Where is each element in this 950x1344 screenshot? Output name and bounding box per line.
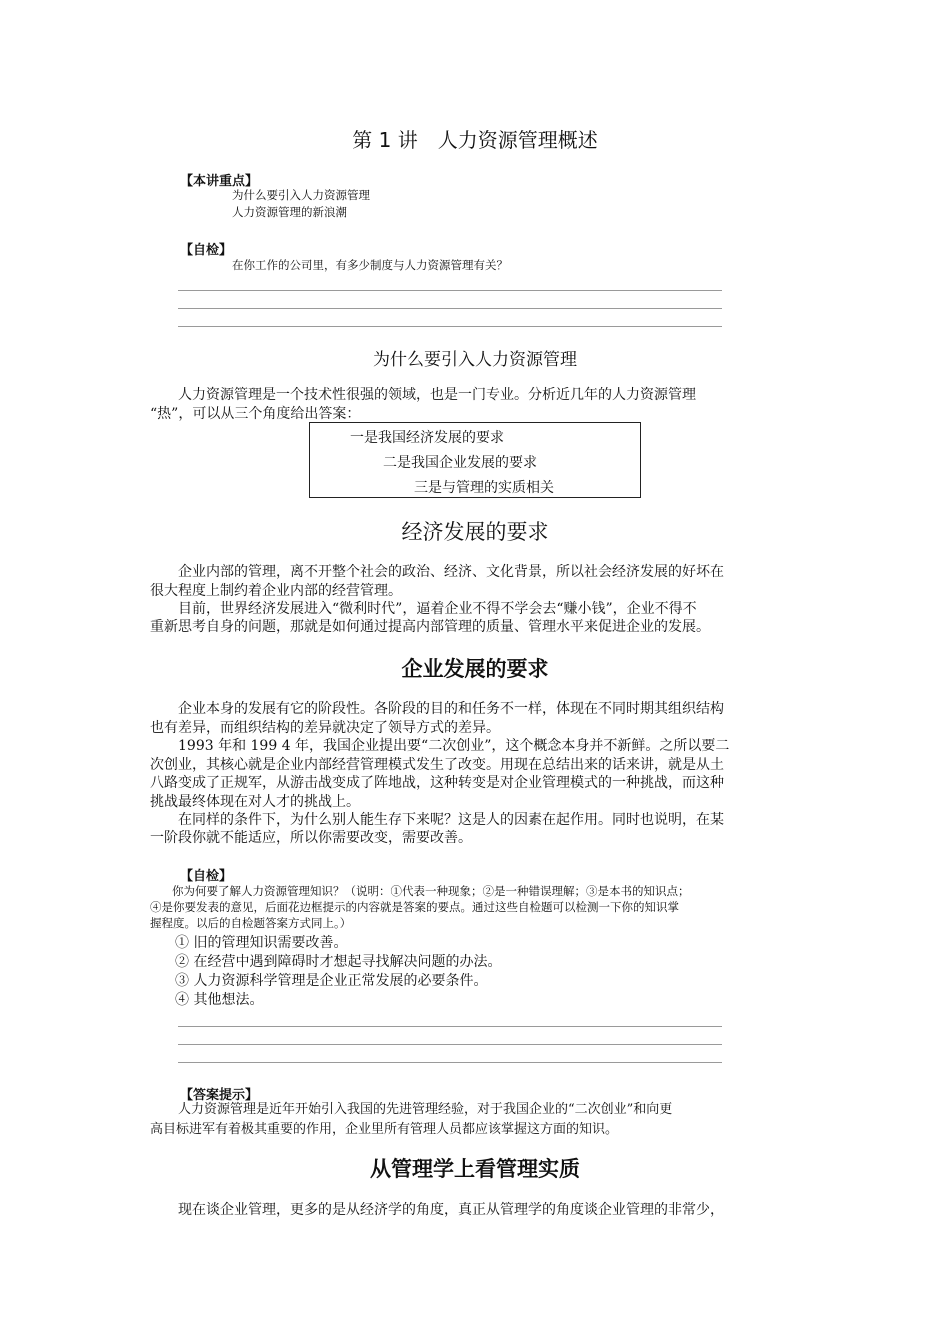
selfcheck-option: ④ 其他想法。 xyxy=(175,992,264,1008)
section-heading: 为什么要引入人力资源管理 xyxy=(373,350,577,370)
paragraph-line: 1993 年和 199 4 年，我国企业提出要“二次创业”，这个概念本身并不新鲜。之所以要二 xyxy=(178,738,730,754)
selfcheck-label: 【自检】 xyxy=(180,243,233,258)
answer-hint-line: 人力资源管理是近年开始引入我国的先进管理经验，对于我国企业的“二次创业”和向更 xyxy=(178,1102,673,1117)
paragraph-line: 在同样的条件下，为什么别人能生存下来呢？这是人的因素在起作用。同时也说明，在某 xyxy=(178,812,724,828)
paragraph-line: 企业内部的管理，离不开整个社会的政治、经济、文化背景，所以社会经济发展的好坏在 xyxy=(178,564,724,580)
paragraph-line: 挑战最终体现在对人才的挑战上。 xyxy=(150,794,360,810)
section-heading: 从管理学上看管理实质 xyxy=(370,1157,580,1181)
answer-line[interactable] xyxy=(178,290,722,291)
selfcheck-option: ② 在经营中遇到障碍时才想起寻找解决问题的办法。 xyxy=(175,954,502,970)
answer-line[interactable] xyxy=(178,308,722,309)
paragraph-line: 现在谈企业管理，更多的是从经济学的角度，真正从管理学的角度谈企业管理的非常少， xyxy=(178,1202,724,1218)
paragraph-line: 一阶段你就不能适应，所以你需要改变，需要改善。 xyxy=(150,830,472,846)
paragraph-line: 重新思考自身的问题，那就是如何通过提高内部管理的质量、管理水平来促进企业的发展。 xyxy=(150,619,710,635)
paragraph-line: “热”，可以从三个角度给出答案： xyxy=(150,406,361,422)
paragraph-line: 次创业，其核心就是企业内部经营管理模式发生了改变。用现在总结出来的话来讲，就是从土 xyxy=(150,757,724,773)
answer-line[interactable] xyxy=(178,1026,722,1027)
reason-item: 一是我国经济发展的要求 xyxy=(350,430,504,446)
page-title: 第 1 讲 人力资源管理概述 xyxy=(352,128,598,152)
paragraph-line: 企业本身的发展有它的阶段性。各阶段的目的和任务不一样，体现在不同时期其组织结构 xyxy=(178,701,724,717)
selfcheck-label: 【自检】 xyxy=(180,869,233,884)
selfcheck-option: ③ 人力资源科学管理是企业正常发展的必要条件。 xyxy=(175,973,488,989)
paragraph-line: 八路变成了正规军，从游击战变成了阵地战，这种转变是对企业管理模式的一种挑战，而这种 xyxy=(150,775,724,791)
focus-item: 为什么要引入人力资源管理 xyxy=(232,188,370,202)
selfcheck-question: ④是你要发表的意见，后面花边框提示的内容就是答案的要点。通过这些自检题可以检测一下你的知识掌 xyxy=(150,900,679,914)
answer-hint-label: 【答案提示】 xyxy=(180,1088,259,1103)
section-heading: 企业发展的要求 xyxy=(401,657,549,681)
reasons-box xyxy=(309,422,641,498)
reason-item: 三是与管理的实质相关 xyxy=(414,480,554,496)
focus-item: 人力资源管理的新浪潮 xyxy=(232,205,347,219)
selfcheck-option: ① 旧的管理知识需要改善。 xyxy=(175,935,348,951)
paragraph-line: 人力资源管理是一个技术性很强的领域，也是一门专业。分析近几年的人力资源管理 xyxy=(178,387,696,403)
paragraph-line: 很大程度上制约着企业内部的经营管理。 xyxy=(150,583,402,599)
paragraph-line: 目前，世界经济发展进入“微利时代”，逼着企业不得不学会去“赚小钱”，企业不得不 xyxy=(178,601,697,617)
focus-label: 【本讲重点】 xyxy=(180,174,259,189)
section-heading: 经济发展的要求 xyxy=(401,520,549,544)
paragraph-line: 也有差异，而组织结构的差异就决定了领导方式的差异。 xyxy=(150,720,500,736)
answer-line[interactable] xyxy=(178,1044,722,1045)
answer-line[interactable] xyxy=(178,326,722,327)
selfcheck-question: 你为何要了解人力资源管理知识？（说明：①代表一种现象；②是一种错误理解；③是本书的知识点； xyxy=(172,884,690,898)
answer-hint-line: 高目标进军有着极其重要的作用，企业里所有管理人员都应该掌握这方面的知识。 xyxy=(150,1122,619,1137)
selfcheck-question: 在你工作的公司里，有多少制度与人力资源管理有关？ xyxy=(232,258,508,272)
selfcheck-question: 握程度。以后的自检题答案方式同上。） xyxy=(150,916,352,930)
reason-item: 二是我国企业发展的要求 xyxy=(383,455,537,471)
answer-line[interactable] xyxy=(178,1062,722,1063)
